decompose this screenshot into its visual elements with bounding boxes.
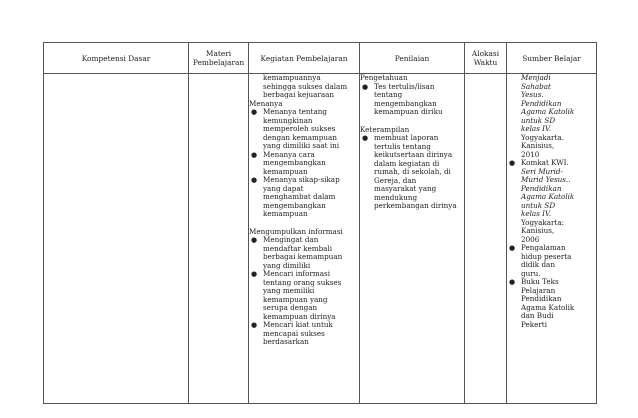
text-line: Agama Katolik [521,192,575,201]
header-row [44,43,597,74]
text-line: Agama Katolik [521,107,575,116]
cell-alokasi-waktu [465,74,507,404]
penilaian-sections [360,74,464,211]
header-sumber-belajar: Sumber Belajar [507,43,597,74]
text-line: mendaftar kembali [263,243,333,253]
cell-penilaian [360,74,465,404]
bullet-list [249,108,359,219]
text-line: Menjadi [521,73,551,82]
text-line: 2006 [521,234,540,244]
bullet-list [249,236,359,347]
text-line: tertulis tentang [374,141,431,151]
text-line: 2010 [521,149,540,159]
text-line: Murid Yesus.. [521,175,571,184]
cell-sumber-belajar [507,74,597,404]
text-line: Pengalaman [521,243,566,252]
text-line: kemampuannya [263,73,321,82]
text-line: Menanya tentang [263,107,327,116]
header-alokasi-waktu [465,43,507,74]
text-line: Mengingat dan [263,235,319,244]
bullet-list [360,83,464,117]
text-line: berdasarkan [263,337,309,346]
bullet-icon: ● [251,150,258,159]
bullet-icon: ● [251,270,258,278]
text-line: kemampuan dirinya [263,311,336,321]
section [249,100,359,219]
text-line: Sahabat [521,81,551,91]
lesson-plan-table [43,42,597,404]
cell-materi-pembelajaran [189,74,249,404]
bullet-icon: ● [251,108,258,116]
text-line: Pelajaran [521,285,556,295]
cell-kegiatan-pembelajaran [249,74,360,404]
text-line: masyarakat yang [374,184,437,193]
text-line: mengembangkan [374,98,437,108]
text-line: kemungkinan [263,115,313,125]
header-materi-line: Pembelajaran [192,58,245,67]
list-item [360,134,464,211]
bullet-icon: ● [509,244,516,252]
bullet-icon: ● [251,236,258,244]
text-line: serupa dengan [263,303,318,312]
sumber-continued-text [507,74,596,159]
bullet-icon: ● [362,82,369,91]
text-line: Seri Murid- [521,166,563,176]
text-line: yang dapat [263,183,304,193]
text-line: Yesus. [521,90,544,99]
text-line: Menanya cara [263,149,315,159]
text-line: dengan kemampuan [263,132,337,142]
text-line: keikutsertaan dirinya [374,150,453,159]
section-title: Menanya [249,98,283,108]
list-item [249,151,359,177]
list-item [249,108,359,151]
text-line: Agama Katolik [521,302,575,312]
text-line: mengembangkan [263,200,326,210]
text-line: yang dimiliki [263,260,311,270]
text-line: kelas IV. [521,124,552,133]
list-item [360,83,464,117]
bullet-icon: ● [509,159,516,167]
text-line: yang dimiliki saat ini [263,141,340,150]
header-alokasi-line: Alokasi [471,49,500,58]
text-line: Komkat KWI. [521,158,569,167]
reference-item [507,278,596,329]
list-item [249,236,359,270]
text-line: Gereja, dan [374,175,417,185]
text-line: Pendidikan [521,98,562,108]
text-line: kelas IV. [521,209,552,218]
text-line: mencapai sukses [263,328,325,338]
section [360,126,464,211]
text-line: berbagai kejuaraan [263,90,335,99]
text-line: hidup peserta [521,251,572,261]
text-line: Pendidikan [521,183,562,193]
text-line: menghambat dalam [263,192,336,201]
kegiatan-sections [249,100,359,347]
text-line: dan Budi [521,311,554,320]
list-item [249,270,359,321]
header-kegiatan-pembelajaran: Kegiatan Pembelajaran [249,43,360,74]
text-line: kemampuan [263,209,308,218]
bullet-icon: ● [509,278,516,286]
bullet-icon: ● [251,321,258,329]
text-line: Kanisius, [521,226,555,235]
section [249,228,359,347]
text-line: didik dan [521,260,555,269]
text-line: Yogyakarta: [521,217,565,227]
text-line: Pendidikan [521,294,562,303]
list-item [249,176,359,219]
kegiatan-continued-text [249,74,359,100]
text-line: yang memiliki [263,286,315,295]
text-line: tentang orang sukses [263,277,342,287]
bullet-icon: ● [362,134,369,142]
text-line: rumah, di sekolah, di [374,167,451,176]
list-item [249,321,359,347]
cell-kompetensi-dasar [44,74,189,404]
text-line: kemampuan diriku [374,107,443,116]
text-line: kemampuan yang [263,294,328,304]
text-line: untuk SD [521,115,556,125]
text-line: untuk SD [521,200,556,210]
text-line: Kanisius, [521,141,555,150]
text-line: memperoleh sukses [263,124,336,133]
text-line: Pekerti [521,319,547,329]
bullet-list [360,134,464,211]
text-line: sehingga sukses dalam [263,81,348,91]
text-line: Mencari informasi [263,269,331,278]
sumber-list [507,159,596,329]
content-row [44,74,597,404]
text-line: Yogyakarta. [521,132,564,142]
text-line: membuat laporan [374,133,439,142]
text-line: perkembangan dirinya [374,201,457,210]
header-materi-line: Materi [205,49,232,58]
text-line: kemampuan [263,166,308,176]
bullet-icon: ● [251,176,258,184]
text-line: dalam kegiatan di [374,158,440,168]
header-alokasi-line: Waktu [473,58,498,67]
text-line: mengembangkan [263,158,326,167]
header-kompetensi-dasar: Kompetensi Dasar [44,43,189,74]
reference-item [507,159,596,244]
text-line: berbagai kemampuan [263,252,343,261]
section [360,74,464,117]
reference-item [507,244,596,278]
text-line: Mencari kiat untuk [263,320,333,329]
section-title: Keterampilan [360,124,410,134]
section-title: Mengumpulkan informasi [249,226,343,236]
text-line: tentang [374,90,403,99]
section-title: Pengetahuan [360,73,408,82]
text-line: Buku Teks [521,277,559,286]
text-line: mendukung [374,192,418,202]
header-penilaian: Penilaian [360,43,465,74]
text-line: Tes tertulis/lisan [374,81,435,91]
text-line: guru. [521,268,541,278]
header-materi-pembelajaran [189,43,249,74]
text-line: Menanya sikap-sikap [263,175,340,184]
